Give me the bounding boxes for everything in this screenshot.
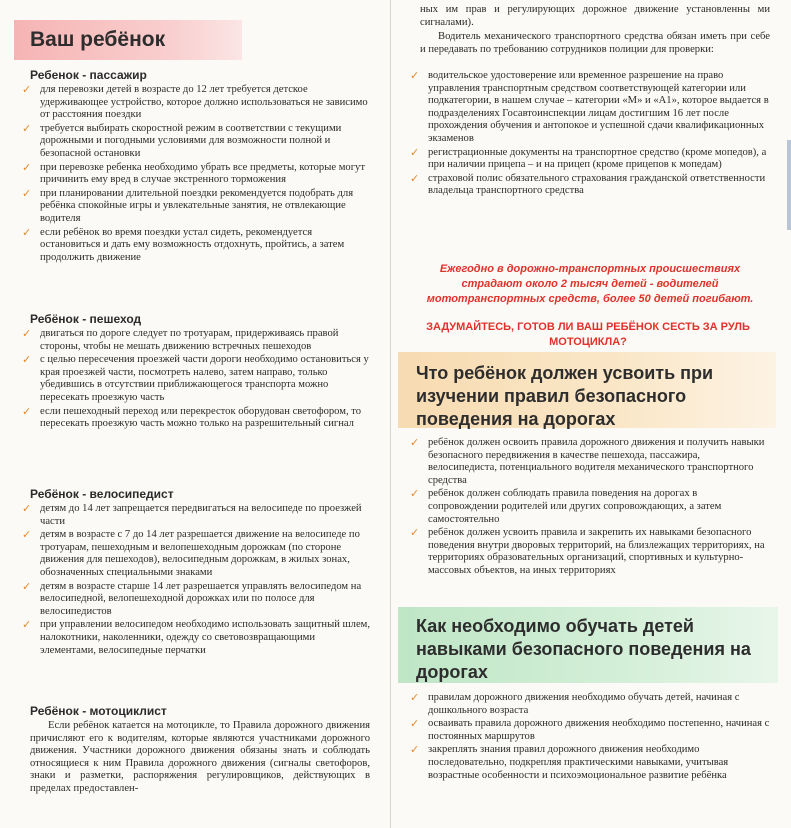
think-question: ЗАДУМАЙТЕСЬ, ГОТОВ ЛИ ВАШ РЕБЁНОК СЕСТЬ ЗА РУЛЬ МОТОЦИКЛА? <box>426 321 750 348</box>
heading-pedestrian: Ребёнок - пешеход <box>30 312 142 326</box>
heading-passenger: Ребенок - пассажир <box>30 68 147 82</box>
list-item: ✓ осваивать правила дорожного движения необходимо постепенно, начиная с постоянных маршрутов <box>410 717 770 742</box>
page-edge-tab <box>787 140 791 230</box>
list-item: ✓ если пешеходный переход или перекресток оборудован светофором, то пересекать проезжую часть можно только на разрешительный сигнал <box>22 404 362 430</box>
list-item: ✓ детям в возрасте с 7 до 14 лет разрешается движение на велосипеде по тротуарам, пешеходным и велопешеходным дорожкам (по стороне движения для пешеходов), велосипедным дорожкам, в жилых зонах, обозначенных специальными знаками <box>22 528 360 578</box>
checkmark-icon: ✓ <box>22 404 32 418</box>
list-item: ✓ ребёнок должен освоить правила дорожного движения и получить навыки безопасного передвижения в качестве пешехода, пассажира, велосипедиста, потенциального водителя механического транспортного средства <box>410 436 765 486</box>
list-item: ✓ страховой полис обязательного страхования гражданской ответственности владельца транспортного средства <box>410 171 766 197</box>
checkmark-icon: ✓ <box>410 145 420 159</box>
list-item: ✓ при планировании длительной поездки рекомендуется подобрать для ребёнка спокойные игры и увлекательные занятия, не отвлекающие водителя <box>22 186 354 224</box>
heading-cyclist: Ребёнок - велосипедист <box>30 487 174 501</box>
checkmark-icon: ✓ <box>410 436 420 449</box>
column-divider <box>390 0 391 828</box>
checkmark-icon: ✓ <box>410 69 420 82</box>
list-item: ✓ детям в возрасте старше 14 лет разрешается управлять велосипедом на велосипедной, велопешеходной дорожках или по полосе для велосипедистов <box>22 579 362 617</box>
checkmark-icon: ✓ <box>22 121 32 135</box>
checkmark-icon: ✓ <box>410 171 420 185</box>
checkmark-icon: ✓ <box>410 717 420 731</box>
list-item: ✓ при управлении велосипедом необходимо использовать защитный шлем, налокотники, наколенники, одежду со световозвращающими элементами, велосипедные перчатки <box>22 618 371 656</box>
list-item: ✓ закреплять знания правил дорожного движения необходимо последовательно, подкрепляя практическими навыками, учитывая возрастные особенности и психоэмоциональное развитие ребёнка <box>410 743 729 781</box>
pedestrian-list <box>22 328 370 432</box>
section-title-what-to-learn: Что ребёнок должен усвоить при изучении правил безопасного поведения на дорогах <box>398 352 776 428</box>
motorcyclist-text: Если ребёнок катается на мотоцикле, то Правила дорожного движения причисляют его к водителям, которые являются участниками дорожного движения. Участники дорожного движения обязаны знать и соблюдать относящиеся к ним Правила дорожного движения (сигналы светофоров, знаки и разметки, распоряжения регулировщиков, действующих в пределах предоставлен- <box>30 720 370 794</box>
checkmark-icon: ✓ <box>410 526 420 540</box>
cyclist-list <box>22 503 370 658</box>
list-item: ✓ если ребёнок во время поездки устал сидеть, рекомендуется остановиться и дать ему возможность отдохнуть, пройтись, а затем продолжить движение <box>22 225 345 263</box>
checkmark-icon: ✓ <box>410 691 420 704</box>
list-item: ✓ правилам дорожного движения необходимо обучать детей, начиная с дошкольного возраста <box>410 691 740 716</box>
statistics-warning: Ежегодно в дорожно-транспортных происшествиях страдают около 2 тысяч детей - водителей мототранспортных средств, более 50 детей погибают. <box>426 263 754 305</box>
checkmark-icon: ✓ <box>22 327 32 340</box>
section-title-how-to-teach: Как необходимо обучать детей навыками безопасного поведения на дорогах <box>398 607 778 683</box>
list-item: ✓ водительское удостоверение или временное разрешение на право управления транспортным средством соответствующей категории или подкатегории, в нашем случае – категории «М» и «A1», которое выдается в подразделениях Госавтоинспекции лицам достигшим 16 лет после прохождения обучения и антопокое и успешной сдачи квалификационных экзаменов <box>410 69 769 144</box>
teach-list <box>410 692 770 783</box>
checkmark-icon: ✓ <box>22 186 32 200</box>
documents-intro: Водитель механического транспортного средства обязан иметь при себе и передавать по требованию сотрудников полиции для проверки: <box>420 31 770 55</box>
list-item: ✓ двигаться по дороге следует по тротуарам, придерживаясь правой стороны, чтобы не мешать движению встречных пешеходов <box>22 327 339 352</box>
checkmark-icon: ✓ <box>410 487 420 501</box>
list-item: ✓ детям до 14 лет запрещается передвигаться на велосипеде по проезжей части <box>22 502 362 527</box>
list-item: ✓ ребёнок должен соблюдать правила поведения на дорогах в сопровождении родителей или других сопровождающих, а затем самостоятельно <box>410 487 722 525</box>
checkmark-icon: ✓ <box>22 502 32 515</box>
checkmark-icon: ✓ <box>22 353 32 367</box>
checkmark-icon: ✓ <box>22 83 32 96</box>
checkmark-icon: ✓ <box>22 225 32 239</box>
list-item: ✓ при перевозке ребенка необходимо убрать все предметы, которые могут причинить ему вред в случае экстренного торможения <box>22 160 365 186</box>
list-item: ✓ регистрационные документы на транспортное средство (кроме мопедов), а при наличии прицепа – и на прицеп (кроме прицепов к мопедам) <box>410 145 767 171</box>
checkmark-icon: ✓ <box>410 743 420 757</box>
continued-text: ных им прав и регулирующих дорожное движение установленны ми сигналами). <box>420 4 770 28</box>
heading-motorcyclist: Ребёнок - мотоциклист <box>30 704 167 718</box>
list-item: ✓ для перевозки детей в возрасте до 12 лет требуется детское удерживающее устройство, которое должно использоваться не зависимо от расстояния поездки <box>22 83 368 121</box>
list-item: ✓ требуется выбирать скоростной режим в соответствии с текущими дорожными и погодными условиями для возможности полной и безопасной остановки <box>22 121 342 159</box>
checkmark-icon: ✓ <box>22 160 32 174</box>
learn-list <box>410 437 770 579</box>
list-item: ✓ с целью пересечения проезжей части дороги необходимо остановиться у края проезжей части, посмотреть налево, затем направо, только убедившись в отсутствии приближающегося транспорта можно пересекать проезжую часть <box>22 353 369 403</box>
checkmark-icon: ✓ <box>22 579 32 593</box>
checkmark-icon: ✓ <box>22 618 32 632</box>
checkmark-icon: ✓ <box>22 528 32 542</box>
section-title-your-child: Ваш ребёнок <box>14 20 242 60</box>
passenger-list <box>22 84 370 265</box>
list-item: ✓ ребёнок должен усвоить правила и закрепить их навыками безопасного поведения внутри дворовых территорий, на близлежащих территориях, на территориях образовательных организаций, спортивных и культурно-массовых объектов, на иных территориях <box>410 526 765 576</box>
documents-list <box>410 70 770 199</box>
